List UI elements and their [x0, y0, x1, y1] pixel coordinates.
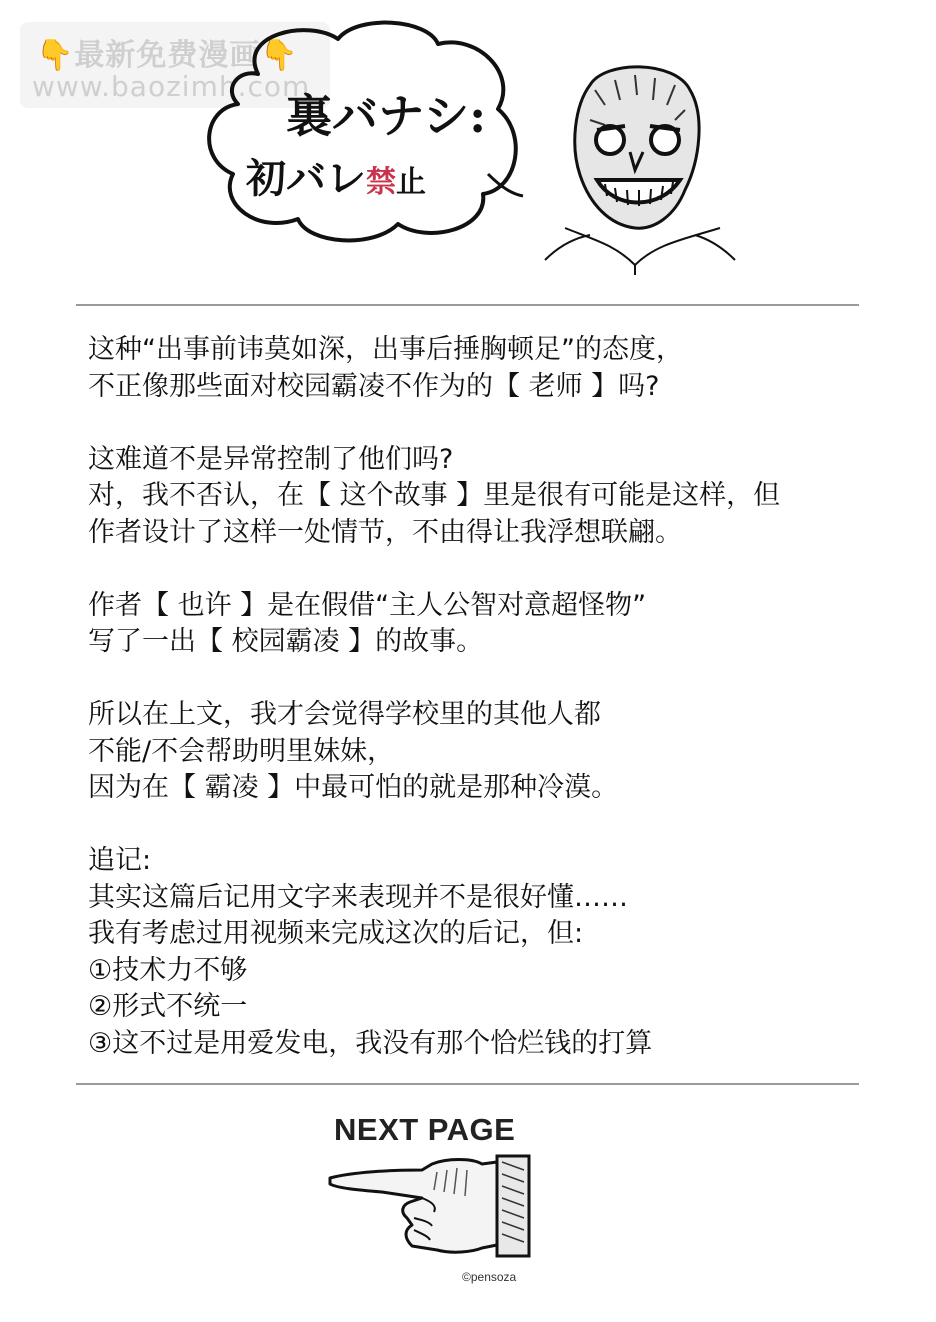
afterword-text	[88, 332, 858, 1062]
pointing-down-icon: 👇	[36, 38, 75, 73]
text-line: 所以在上文，我才会觉得学校里的其他人都	[88, 699, 601, 730]
postscript	[88, 843, 858, 1062]
bottom-divider	[76, 1083, 859, 1085]
list-item: ③这不过是用爱发电，我没有那个恰烂钱的打算	[88, 1027, 653, 1059]
logo-title-line2-red: 禁	[366, 165, 396, 200]
logo-title-line2	[245, 155, 426, 202]
text-line: 我有考虑过用视频来完成这次的后记，但:	[88, 918, 584, 949]
pointing-hand-icon[interactable]	[322, 1150, 537, 1265]
text-line: 这种“出事前讳莫如深，出事后捶胸顿足”的态度，	[88, 334, 683, 365]
text-line: 作者【 也许 】是在假借“主人公智对意超怪物”	[88, 589, 647, 621]
creature-illustration	[535, 60, 750, 275]
copyright-credit: ©pensoza	[462, 1270, 517, 1284]
logo-title-line2-prefix: 初バレ	[246, 155, 366, 202]
paragraph	[88, 697, 858, 807]
text-line: 其实这篇后记用文字来表现并不是很好懂……	[88, 881, 628, 913]
text-line: 不正像那些面对校园霸凌不作为的【 老师 】吗?	[88, 370, 660, 402]
watermark-title-text: 最新免费漫画	[74, 38, 261, 73]
watermark-url: www.baozimh.com	[32, 70, 311, 103]
text-line: 写了一出【 校园霸凌 】的故事。	[88, 626, 484, 657]
text-line: 不能/不会帮助明里妹妹，	[88, 735, 395, 767]
logo-cloud	[198, 14, 528, 249]
list-item: ①技术力不够	[88, 954, 248, 986]
paragraph	[88, 588, 858, 661]
text-line: 因为在【 霸凌 】中最可怕的就是那种冷漠。	[88, 772, 619, 803]
pointing-down-icon: 👇	[260, 38, 299, 73]
logo-title-line1: 裏バナシ:	[286, 89, 487, 143]
text-line: 这难道不是异常控制了他们吗?	[88, 443, 454, 475]
text-line: 对，我不否认，在【 这个故事 】里是很有可能是这样，但	[88, 480, 781, 511]
list-item: ②形式不统一	[88, 991, 248, 1022]
top-divider	[76, 304, 859, 306]
text-line: 作者设计了这样一处情节，不由得让我浮想联翩。	[88, 516, 682, 548]
paragraph	[88, 442, 858, 552]
text-line: 追记:	[88, 845, 152, 876]
paragraph	[88, 332, 858, 405]
logo-title-line2-suffix: 止	[396, 165, 426, 200]
next-page-label[interactable]: NEXT PAGE	[334, 1112, 516, 1147]
